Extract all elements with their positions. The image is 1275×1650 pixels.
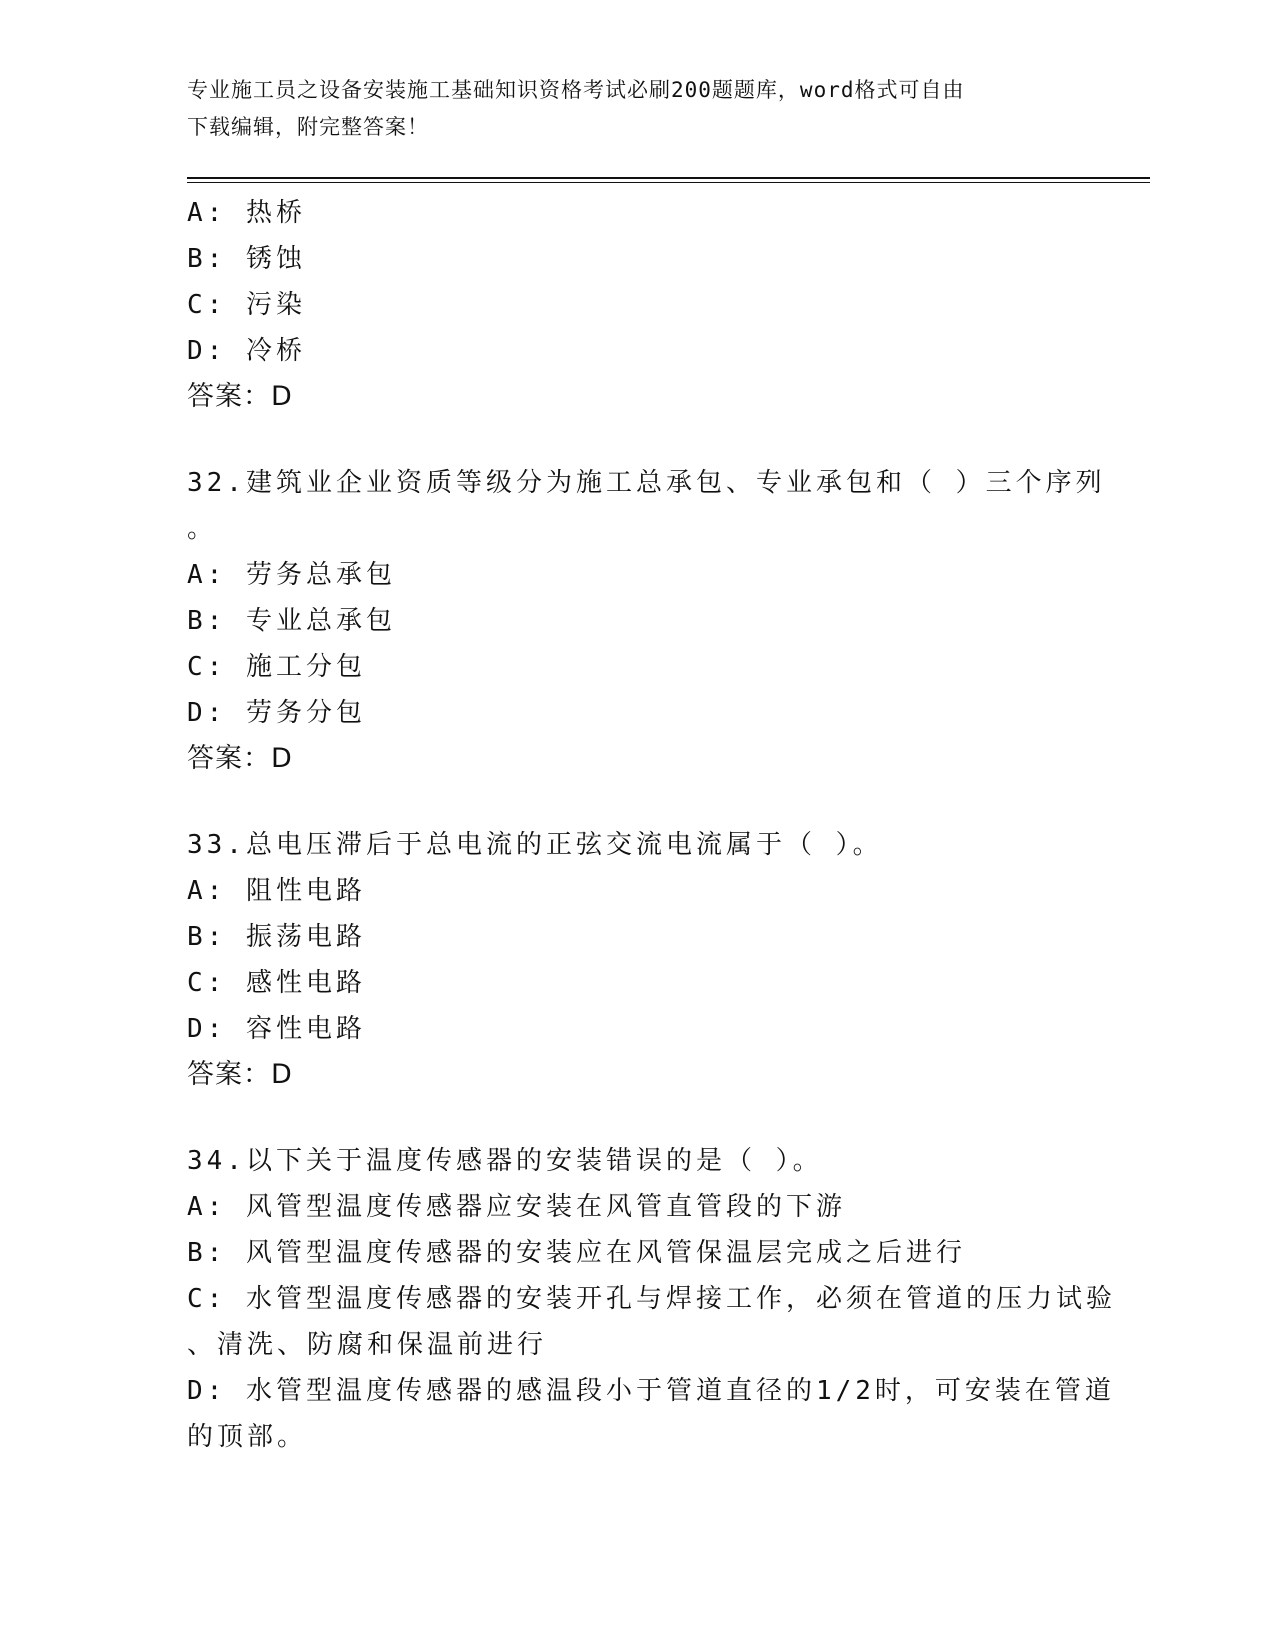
- header-line-1: 专业施工员之设备安装施工基础知识资格考试必刷200题题库，word格式可自由: [187, 78, 965, 102]
- q34-option-b: B: 风管型温度传感器的安装应在风管保温层完成之后进行: [187, 1238, 966, 1268]
- question-32: [187, 460, 1106, 782]
- q31-option-d: D: 冷桥: [187, 336, 306, 366]
- q31-answer: 答案：D: [187, 381, 293, 412]
- header-line-2: 下载编辑，附完整答案！: [187, 115, 429, 139]
- question-34: [187, 1138, 1116, 1460]
- q33-answer: 答案：D: [187, 1059, 293, 1090]
- q32-option-d: D: 劳务分包: [187, 698, 366, 728]
- document-header: [187, 72, 1067, 146]
- q32-option-a: A: 劳务总承包: [187, 560, 396, 590]
- q31-option-a: A: 热桥: [187, 198, 306, 228]
- q32-question-line-1: 32.建筑业企业资质等级分为施工总承包、专业承包和（ ）三个序列: [187, 468, 1106, 498]
- q33-option-b: B: 振荡电路: [187, 922, 366, 952]
- q34-option-d-continued: 的顶部。: [187, 1422, 308, 1452]
- q32-option-b: B: 专业总承包: [187, 606, 396, 636]
- header-divider-thin: [187, 182, 1150, 183]
- q33-option-c: C: 感性电路: [187, 968, 366, 998]
- question-31: [187, 190, 1087, 420]
- q34-question: 34.以下关于温度传感器的安装错误的是（ ）。: [187, 1146, 823, 1176]
- spacer: [187, 420, 1087, 460]
- q33-option-a: A: 阻性电路: [187, 876, 366, 906]
- spacer: [187, 1098, 1087, 1138]
- q32-question-line-2: 。: [187, 514, 218, 544]
- q31-option-c: C: 污染: [187, 290, 306, 320]
- question-33: [187, 822, 1087, 1098]
- q34-option-c: C: 水管型温度传感器的安装开孔与焊接工作，必须在管道的压力试验: [187, 1284, 1116, 1314]
- q34-option-c-continued: 、清洗、防腐和保温前进行: [187, 1330, 548, 1360]
- q33-question: 33.总电压滞后于总电流的正弦交流电流属于（ ）。: [187, 830, 883, 860]
- header-divider-thick: [187, 177, 1150, 179]
- document-body: [187, 190, 1116, 1460]
- q31-option-b: B: 锈蚀: [187, 244, 306, 274]
- q34-option-a: A: 风管型温度传感器应安装在风管直管段的下游: [187, 1192, 846, 1222]
- q34-option-d: D: 水管型温度传感器的感温段小于管道直径的1/2时，可安装在管道: [187, 1376, 1115, 1406]
- q33-option-d: D: 容性电路: [187, 1014, 366, 1044]
- q32-option-c: C: 施工分包: [187, 652, 366, 682]
- spacer: [187, 782, 1087, 822]
- q32-answer: 答案：D: [187, 743, 293, 774]
